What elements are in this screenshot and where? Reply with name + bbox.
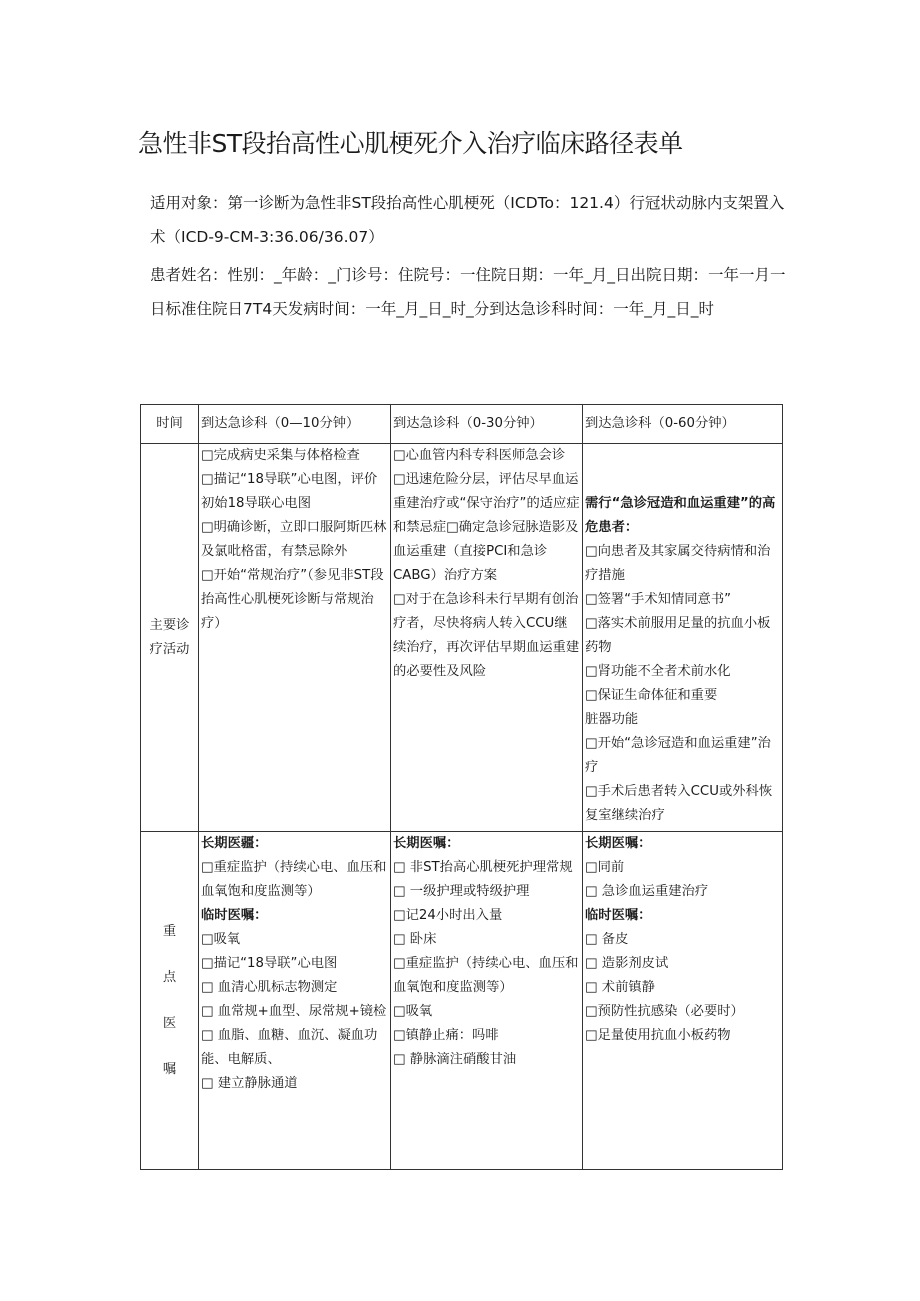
- list-item: □心血管内科专科医师急会诊: [393, 448, 566, 463]
- list-item: □ 卧床: [393, 932, 437, 947]
- orders-col-3: [583, 832, 783, 1170]
- order-section-heading: 长期医嘱：: [393, 836, 460, 851]
- row-label-key-orders: [141, 832, 199, 1170]
- list-item: □描记“18导联”心电图: [201, 956, 338, 971]
- list-item: □ 建立静脉通道: [201, 1076, 298, 1091]
- list-item: □预防性抗感染（必要时）: [585, 1004, 744, 1019]
- list-item: □明确诊断，立即口服阿斯匹林及氯吡格雷，有禁忌除外: [201, 520, 387, 559]
- list-item: □对于在急诊科未行早期有创治疗者，尽快将病人转入CCU继续治疗，再次评估早期血运重建的必要性及风险: [393, 592, 580, 679]
- key-orders-row: [141, 832, 783, 1170]
- list-item: □ 血常规+血型、尿常规+镜检: [201, 1004, 387, 1019]
- list-item: □ 造影剂皮试: [585, 956, 669, 971]
- list-item: □重症监护（持续心电、血压和血氧饱和度监测等）: [201, 860, 387, 899]
- main-activities-row: [141, 444, 783, 832]
- page-title: 急性非ST段抬高性心肌梗死介入治疗临床路径表单: [138, 129, 683, 158]
- order-section-heading: 长期医疆：: [201, 836, 268, 851]
- label-char: 嘱: [162, 1061, 177, 1077]
- activities-col-3: [583, 444, 783, 832]
- spacer: [585, 444, 780, 492]
- list-item: □开始“急诊冠造和血运重建”治疗: [585, 736, 771, 775]
- list-item: □足量使用抗血小板药物: [585, 1028, 731, 1043]
- list-item: □ 术前镇静: [585, 980, 655, 995]
- list-item: □迅速危险分层，评估尽早血运重建治疗或“保守治疗”的适应症和禁忌症□确定急诊冠脉造影及血运重建（直接PCI和急诊CABG）治疗方案: [393, 472, 580, 583]
- row-label-main-activities: 主要诊疗活动: [141, 444, 199, 832]
- orders-col-1: [199, 832, 391, 1170]
- order-section-heading: 长期医嘱：: [585, 836, 652, 851]
- label-char: 重: [162, 923, 177, 939]
- list-item: □ 非ST抬高心肌梗死护理常规: [393, 860, 573, 875]
- list-item: □完成病史采集与体格检查: [201, 448, 360, 463]
- clinical-pathway-table: [140, 404, 783, 1170]
- list-item: □开始“常规治疗”（参见非ST段抬高性心肌梗死诊断与常规治疗）: [201, 568, 384, 631]
- list-item: □同前: [585, 860, 625, 875]
- list-item: □ 血清心肌标志物测定: [201, 980, 338, 995]
- list-item: □重症监护（持续心电、血压和血氧饱和度监测等）: [393, 956, 579, 995]
- list-item: □ 急诊血运重建治疗: [585, 884, 709, 899]
- activities-col-2: [391, 444, 583, 832]
- list-item: □吸氧: [201, 932, 241, 947]
- list-item: □描记“18导联”心电图，评价初始18导联心电图: [201, 472, 378, 511]
- label-char: 医: [162, 1015, 177, 1031]
- list-item: □保证生命体征和重要: [585, 688, 718, 703]
- list-item: □ 静脉滴注硝酸甘油: [393, 1052, 517, 1067]
- header-0-10min: 到达急诊科（0—10分钟）: [199, 405, 391, 444]
- list-item: 脏器功能: [585, 712, 639, 727]
- list-item: □吸氧: [393, 1004, 433, 1019]
- order-section-heading: 临时医嘱：: [201, 908, 268, 923]
- list-item: □镇静止痛：吗啡: [393, 1028, 499, 1043]
- header-0-60min: 到达急诊科（0-60分钟）: [583, 405, 783, 444]
- label-char: 点: [162, 969, 177, 985]
- list-item: □ 血脂、血糖、血沉、凝血功能、电解质、: [201, 1028, 378, 1067]
- list-item: □ 备皮: [585, 932, 629, 947]
- activities-col-1: [199, 444, 391, 832]
- patient-info-line: 患者姓名：性别：_年龄：_门诊号：住院号：一住院日期：一年_月_日出院日期：一年一月一日标准住院日7T4天发病时间：一年_月_日_时_分到达急诊科时间：一年_月_日_时: [150, 266, 786, 318]
- table-header-row: [141, 405, 783, 444]
- scope-line: 适用对象：第一诊断为急性非ST段抬高性心肌梗死（ICDTo：121.4）行冠状动脉内支架置入术（ICD-9-CM-3:36.06/36.07）: [150, 194, 785, 246]
- order-section-heading: 临时医嘱：: [585, 908, 652, 923]
- list-item: □向患者及其家属交待病情和治疗措施: [585, 544, 771, 583]
- header-0-30min: 到达急诊科（0-30分钟）: [391, 405, 583, 444]
- header-time: 时间: [141, 405, 199, 444]
- list-item: □记24小时出入量: [393, 908, 503, 923]
- list-item: □签署“手术知情同意书”: [585, 592, 732, 607]
- orders-col-2: [391, 832, 583, 1170]
- list-item: □ 一级护理或特级护理: [393, 884, 530, 899]
- list-item: □肾功能不全者术前水化: [585, 664, 731, 679]
- high-risk-heading: 需行“急诊冠造和血运重建”的高危患者：: [585, 496, 776, 535]
- list-item: □落实术前服用足量的抗血小板药物: [585, 616, 771, 655]
- list-item: □手术后患者转入CCU或外科恢复室继续治疗: [585, 784, 773, 823]
